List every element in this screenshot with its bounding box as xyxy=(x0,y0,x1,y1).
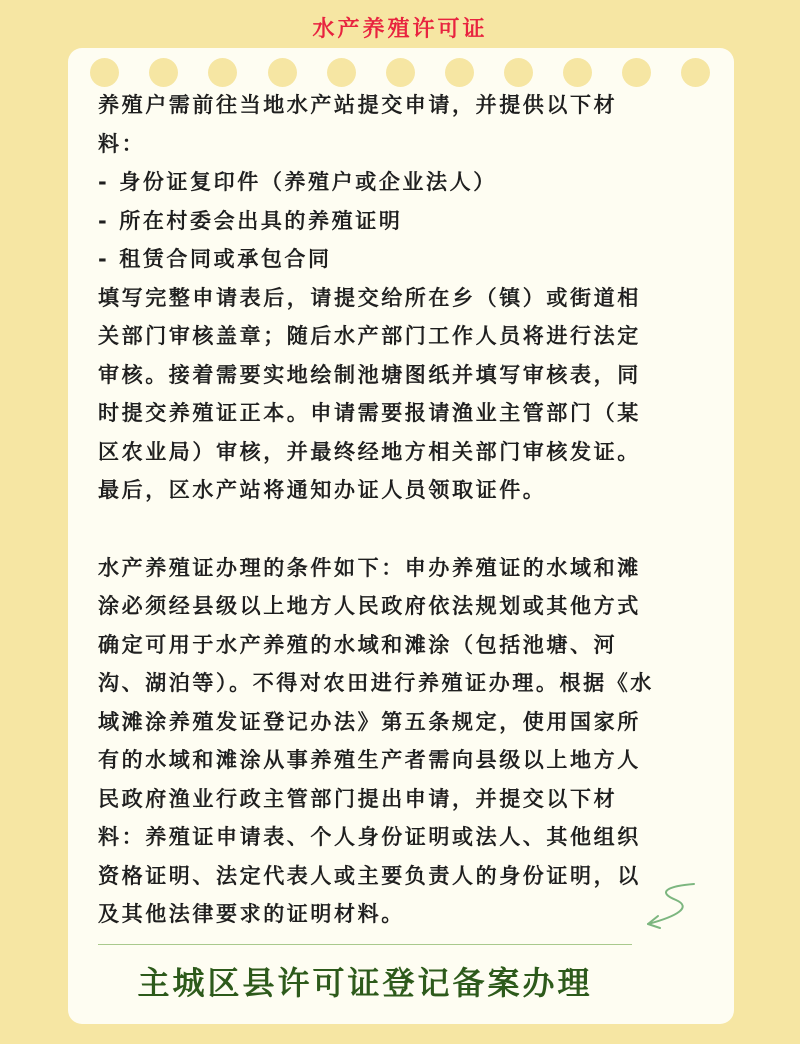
binder-ring xyxy=(445,58,474,87)
text-line: 料：养殖证申请表、个人身份证明或法人、其他组织 xyxy=(98,825,641,849)
binder-ring xyxy=(268,58,297,87)
text-line: 关部门审核盖章；随后水产部门工作人员将进行法定 xyxy=(98,324,641,348)
binder-ring xyxy=(622,58,651,87)
binder-ring xyxy=(327,58,356,87)
text-line: 民政府渔业行政主管部门提出申请，并提交以下材 xyxy=(98,786,618,811)
text-line: 最后，区水产站将通知办证人员领取证件。 xyxy=(98,478,547,502)
list-item: - 身份证复印件（养殖户或企业法人） xyxy=(98,170,497,194)
text-line: 资格证明、法定代表人或主要负责人的身份证明，以 xyxy=(98,863,641,888)
text-line: 涂必须经县级以上地方人民政府依法规划或其他方式 xyxy=(98,594,641,618)
text-line: 养殖户需前往当地水产站提交申请，并提供以下材 xyxy=(98,93,618,117)
hand-drawn-arrow-icon xyxy=(638,880,700,936)
page-title: 水产养殖许可证 xyxy=(312,17,488,42)
text-line: 料： xyxy=(98,131,146,156)
footer-title: 主城区县许可证登记备案办理 xyxy=(137,964,593,1002)
body-text xyxy=(98,86,678,934)
paragraph-gap xyxy=(98,510,678,549)
text-line: 时提交养殖证正本。申请需要报请渔业主管部门（某 xyxy=(98,401,641,425)
binder-ring xyxy=(90,58,119,87)
text-line: 水产养殖证办理的条件如下：申办养殖证的水域和滩 xyxy=(98,555,641,580)
text-line: 及其他法律要求的证明材料。 xyxy=(98,902,405,926)
text-line: 确定可用于水产养殖的水域和滩涂（包括池塘、河 xyxy=(98,632,618,657)
text-line: 审核。接着需要实地绘制池塘图纸并填写审核表，同 xyxy=(98,362,641,387)
binder-ring xyxy=(208,58,237,87)
text-line: 沟、湖泊等）。不得对农田进行养殖证办理。根据《水 xyxy=(98,671,654,695)
binder-ring xyxy=(149,58,178,87)
list-item: - 所在村委会出具的养殖证明 xyxy=(98,208,403,233)
text-line: 有的水域和滩涂从事养殖生产者需向县级以上地方人 xyxy=(98,748,641,772)
binder-ring xyxy=(386,58,415,87)
binder-ring xyxy=(563,58,592,87)
list-item: - 租赁合同或承包合同 xyxy=(98,247,332,271)
text-line: 填写完整申请表后，请提交给所在乡（镇）或街道相 xyxy=(98,285,641,310)
binder-ring xyxy=(504,58,533,87)
binder-ring xyxy=(681,58,710,87)
text-line: 域滩涂养殖发证登记办法》第五条规定，使用国家所 xyxy=(98,709,641,734)
text-line: 区农业局）审核，并最终经地方相关部门审核发证。 xyxy=(98,439,641,464)
divider xyxy=(98,944,632,945)
